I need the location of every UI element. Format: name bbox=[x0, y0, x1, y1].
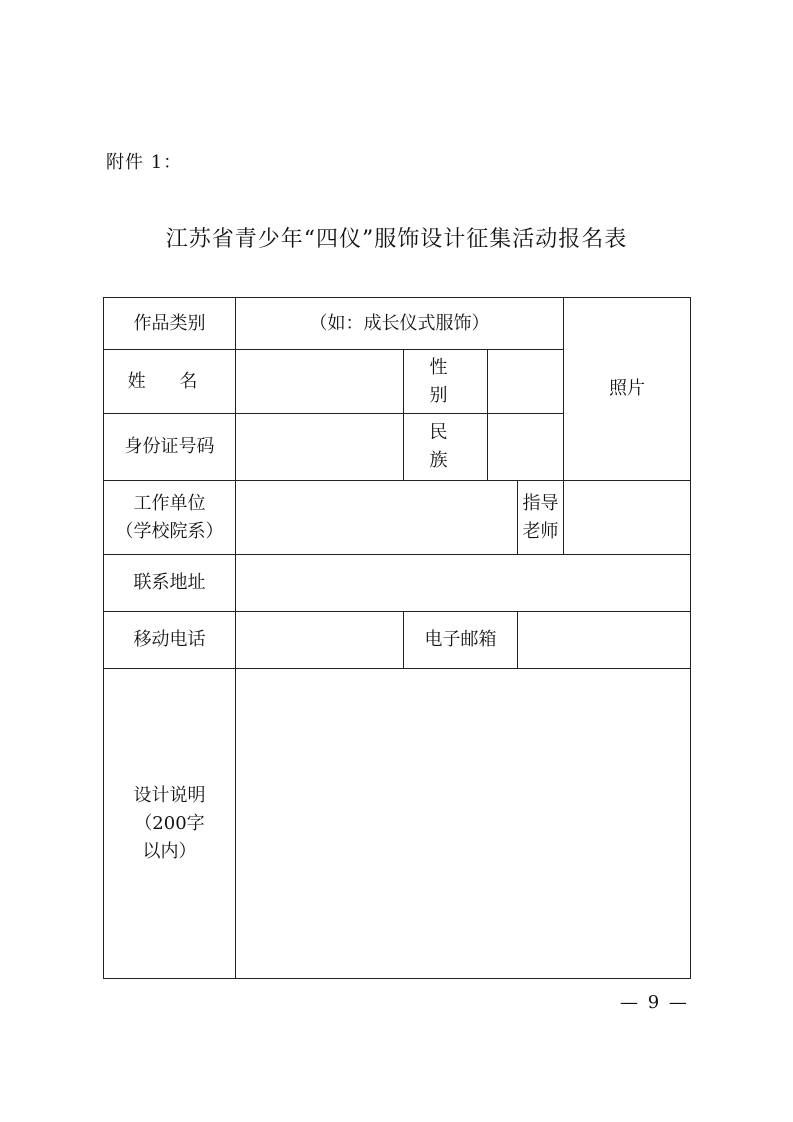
workplace-label bbox=[104, 481, 236, 555]
design-label-line1: 设计说明 bbox=[133, 784, 206, 806]
design-description-field[interactable] bbox=[236, 669, 691, 979]
gender-label: 性 别 bbox=[404, 350, 488, 414]
advisor-field[interactable] bbox=[564, 481, 691, 555]
workplace-label-line2: （学校院系） bbox=[115, 520, 224, 542]
design-label-line3: 以内） bbox=[142, 840, 197, 862]
email-field[interactable] bbox=[518, 612, 691, 669]
advisor-label-line2: 老师 bbox=[522, 520, 559, 542]
photo-cell[interactable] bbox=[564, 298, 691, 481]
address-label: 联系地址 bbox=[104, 555, 236, 612]
category-field[interactable] bbox=[236, 298, 564, 350]
gender-field[interactable] bbox=[488, 350, 564, 414]
name-field[interactable] bbox=[236, 350, 404, 414]
ethnicity-field[interactable] bbox=[488, 414, 564, 481]
name-label: 姓 名 bbox=[104, 350, 236, 414]
id-number-field[interactable] bbox=[236, 414, 404, 481]
advisor-label-line1: 指导 bbox=[522, 492, 559, 514]
photo-label: 照片 bbox=[609, 378, 645, 399]
attachment-label: 附件 1： bbox=[106, 152, 183, 173]
registration-form-table bbox=[103, 297, 691, 979]
address-field[interactable] bbox=[236, 555, 691, 612]
workplace-field[interactable] bbox=[236, 481, 518, 555]
advisor-label bbox=[518, 481, 564, 555]
page-number: — 9 — bbox=[620, 992, 689, 1013]
category-hint: （如：成长仪式服饰） bbox=[309, 312, 490, 334]
workplace-label-line1: 工作单位 bbox=[133, 492, 206, 514]
design-label-line2: （200字 bbox=[134, 812, 205, 834]
form-title: 江苏省青少年“四仪”服饰设计征集活动报名表 bbox=[165, 227, 628, 252]
ethnicity-label: 民 族 bbox=[404, 414, 488, 481]
mobile-label: 移动电话 bbox=[104, 612, 236, 669]
category-label: 作品类别 bbox=[104, 298, 236, 350]
design-description-label bbox=[104, 669, 236, 979]
mobile-field[interactable] bbox=[236, 612, 404, 669]
email-label: 电子邮箱 bbox=[404, 612, 518, 669]
id-number-label: 身份证号码 bbox=[104, 414, 236, 481]
